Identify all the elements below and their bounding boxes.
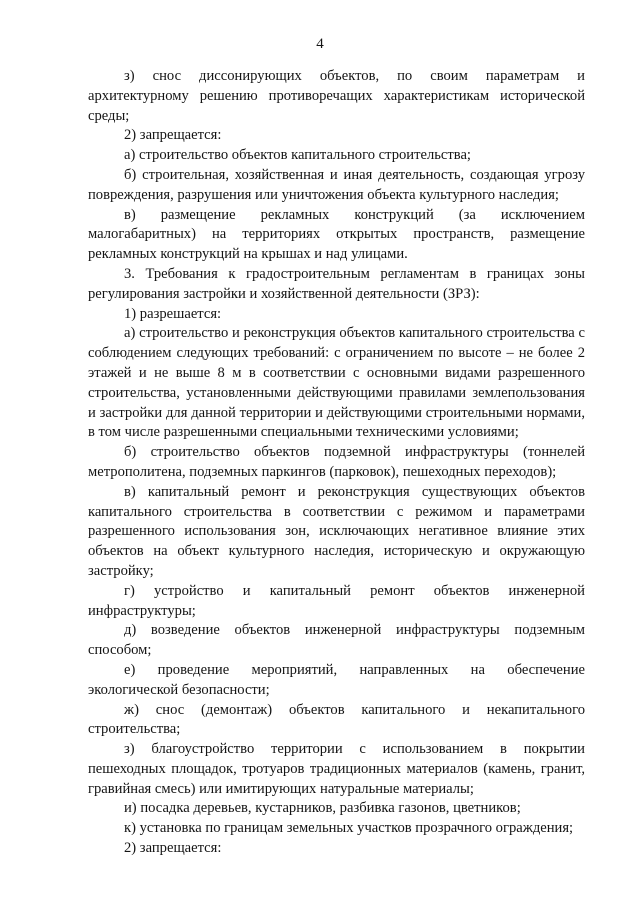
paragraph-b-activity-prohibited: б) строительная, хозяйственная и иная деятельность, создающая угрозу повреждения, разрушения или уничтожения объекта культурного наследия; [88,166,585,203]
paragraph-e-ecological-safety: е) проведение мероприятий, направленных на обеспечение экологической безопасности; [88,661,585,698]
paragraph-z-landscaping: з) благоустройство территории с использованием в покрытии пешеходных площадок, тротуаров традиционных материалов (камень, гранит, гравийная смесь) или имитирующих натуральные материалы; [88,741,585,797]
paragraph-a-construction-prohibited: а) строительство объектов капитального строительства; [124,147,471,164]
paragraph-i-planting: и) посадка деревьев, кустарников, разбивка газонов, цветников; [124,800,521,817]
section-3-heading: 3. Требования к градостроительным регламентам в границах зоны регулирования застройки и хозяйственной деятельности (ЗРЗ): [88,265,585,302]
paragraph-g-engineering-repair: г) устройство и капитальный ремонт объектов инженерной инфраструктуры; [88,582,585,619]
paragraph-d-underground-engineering: д) возведение объектов инженерной инфраструктуры подземным способом; [88,622,585,659]
document-body [88,67,585,859]
paragraph-v-advertising-prohibited: в) размещение рекламных конструкций (за исключением малогабаритных) на территориях открытых пространств, размещение рекламных конструкций на крышах и над улицами. [88,206,585,263]
paragraph-allowed-heading: 1) разрешается: [124,305,222,322]
paragraph-zh-demolition: ж) снос (демонтаж) объектов капитального и некапитального строительства; [88,701,585,738]
page-number: 4 [316,36,324,52]
paragraph-a-construction-allowed: а) строительство и реконструкция объектов капитального строительства с соблюдением следующих требований: с ограничением по высоте – не более 2 этажей и не выше 8 м в соответствии с основными видами разрешенного строительства, установленными действующими правилами землепользования и застройки для данной территории и действующими строительными нормами, в том числе разрешенными специальными техническими условиями; [88,325,585,441]
paragraph-b-underground-infrastructure: б) строительство объектов подземной инфраструктуры (тоннелей метрополитена, подземных паркингов (парковок), пешеходных переходов); [88,444,585,480]
paragraph-k-fencing: к) установка по границам земельных участков прозрачного ограждения; [124,820,574,837]
paragraph-prohibited-heading: 2) запрещается: [124,127,222,144]
paragraph-v-capital-repair: в) капитальный ремонт и реконструкция существующих объектов капитального строительства в соответствии с режимом и параметрами разрешенного использования зон, исключающих негативное влияние этих объектов на объект культурного наследия, историческую и окружающую застройку; [88,483,585,579]
paragraph-prohibited-heading-2: 2) запрещается: [124,840,222,857]
paragraph-z-demolition-dissonant: з) снос диссонирующих объектов, по своим параметрам и архитектурному решению противоречащих характеристикам исторической среды; [88,68,585,124]
